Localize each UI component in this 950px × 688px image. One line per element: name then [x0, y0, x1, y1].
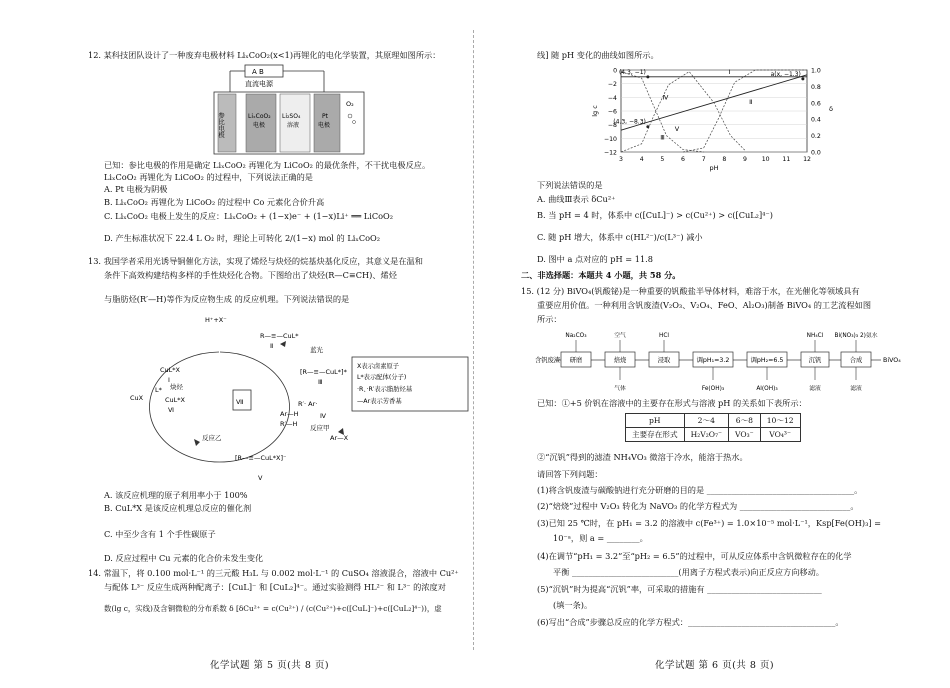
x-tick-label: 3	[619, 156, 623, 163]
x-tick-label: 7	[701, 156, 706, 163]
q15-line-1: 15. (12 分) BiVO₄(钒酸铋)是一种重要的钒酸盐半导体材料，难溶于水，在光催化等领域具有	[521, 286, 860, 296]
cu-complex-ii: R—≡—CuL*	[260, 332, 299, 340]
y-tick-label-left: −2	[607, 81, 617, 89]
curve-label: Ⅰ	[728, 68, 731, 77]
flow-input-label: 含钒废渣	[535, 357, 561, 364]
y-axis-label-left: lg c	[591, 105, 599, 117]
q12-stem: 12. 某科技团队设计了一种废弃电极材料 LiₓCoO₂(x<1)再锂化的电化学装置，其原理如图所示：	[88, 50, 441, 60]
q13-option-c: C. 中至少含有 1 个手性碳原子	[104, 529, 216, 539]
x-tick-label: 9	[743, 156, 747, 163]
ligand-label: L*	[155, 386, 162, 394]
q12-known1: 已知：参比电极的作用是确定 LiₓCoO₂ 再锂化为 LiCoO₂ 的最优条件，不干扰电极反应。	[104, 160, 431, 170]
table-cell: VO₄³⁻	[760, 428, 800, 442]
flow-step-label: 调pH₂=6.5	[750, 357, 784, 364]
o2-label: O₂	[346, 100, 354, 108]
curve-label: Ⅱ	[749, 98, 753, 107]
cu-complex-v: [R—≡—CuL*X]⁻	[235, 454, 287, 462]
flow-reagent-label: HCl	[658, 333, 670, 339]
annotation-label: (4.3, −1)	[618, 68, 646, 76]
table-cell: 10～12	[760, 414, 800, 428]
y-tick-label-right: 0.4	[811, 116, 821, 124]
flow-byproduct-label: 滤液	[850, 386, 862, 392]
flow-step-label: 合成	[849, 357, 863, 364]
flow-byproduct-label: 滤液	[809, 386, 821, 392]
arx-label: Ar—X	[330, 434, 349, 442]
q15-sub-5: (5)“沉钒”时为提高“沉钒”率，可采取的措施有 ____________________________	[537, 584, 822, 594]
y-tick-label-left: −10	[603, 135, 617, 143]
y-tick-label-left: −6	[607, 108, 617, 116]
electrolysis-apparatus	[210, 64, 370, 156]
y-tick-label-left: −12	[603, 149, 617, 157]
roman-i: Ⅰ	[168, 376, 170, 384]
q12-option-c: C. LiₓCoO₂ 电极上发生的反应：LiₓCoO₂ + (1−x)e⁻ + (1−x)Li⁺ ══ LiCoO₂	[104, 211, 394, 221]
legend-x: X表示卤素原子	[357, 363, 400, 370]
q15-sub-6: (6)写出“合成”步骤总反应的化学方程式：____________________________________。	[537, 617, 844, 627]
reaction-a-label: 反应甲	[310, 424, 330, 432]
section-2-heading: 二、非选择题：本题共 4 小题，共 58 分。	[521, 270, 681, 280]
q15-known-2: ②“沉钒”得到的滤渣 NH₄VO₃ 微溶于冷水，能溶于热水。	[537, 452, 748, 462]
li2so4-label: Li₂SO₄	[282, 113, 301, 120]
q12-option-b: B. LiₓCoO₂ 再锂化为 LiCoO₂ 的过程中 Co 元素化合价升高	[104, 197, 325, 207]
q13-stem-1: 13. 我国学者采用光诱导铜催化方法，实现了烯烃与炔烃的烷基炔基化反应，其意义是在温和	[88, 256, 423, 266]
cu-complex-vi-label: CuL*X	[165, 396, 185, 404]
y-tick-label-right: 0.0	[811, 149, 821, 157]
q14-option-c: C. 随 pH 增大，体系中 c(HL²⁻)/c(L³⁻) 减小	[537, 232, 703, 242]
mechanism-diagram	[130, 312, 475, 487]
table-cell: 6～8	[729, 414, 761, 428]
annotation-label: a(x, −1.3)	[770, 70, 801, 78]
table-row	[626, 428, 801, 442]
q13-option-b: B. CuL*X 是该反应机理总反应的催化剂	[104, 503, 252, 513]
reaction-b-label: 反应乙	[202, 434, 222, 442]
right-page	[475, 0, 950, 688]
q15-line-3: 所示：	[537, 314, 562, 324]
q13-option-a: A. 该反应机理的原子利用率小于 100%	[104, 490, 248, 500]
y-tick-label-right: 0.6	[811, 100, 821, 108]
roman-vi: Ⅵ	[168, 406, 174, 414]
x-tick-label: 4	[639, 156, 644, 163]
cu-complex-i: CuL*X	[160, 366, 180, 374]
li2so4-label-2: 溶液	[287, 122, 300, 129]
power-label: 直流电源	[245, 80, 273, 88]
table-cell: H₂V₂O₇⁻	[684, 428, 728, 442]
flow-output-label: BiVO₄	[883, 357, 901, 364]
annotation-point	[646, 75, 649, 78]
q14-ask: 下列说法错误的是	[537, 180, 603, 190]
cu-complex-iii: [R—≡—CuL*]*	[300, 368, 347, 376]
roman-iv: Ⅳ	[320, 412, 326, 420]
legend-ar: —Ar表示芳香基	[357, 398, 402, 405]
curve-label: Ⅲ	[660, 133, 665, 142]
licoo2-label-2: 电极	[253, 122, 266, 129]
flow-step-label: 沉钒	[808, 357, 822, 364]
q15-sub-4b: 平衡 __________________________(用离子方程式表示)向正反应方向移动。	[553, 567, 824, 577]
table-cell: VO₃⁻	[729, 428, 761, 442]
flow-step-label: 浸取	[657, 357, 671, 364]
arh-label: Ar—H	[280, 410, 299, 418]
distribution-chart	[585, 62, 850, 177]
pt-label: Pt	[322, 113, 328, 120]
q14-line-2: 与配体 L³⁻ 反应生成两种配离子：[CuL]⁻ 和 [CuL₂]⁴⁻。通过实验测得 HL²⁻ 和 L³⁻ 的浓度对	[104, 582, 446, 592]
roman-iii: Ⅲ	[318, 378, 323, 386]
flow-step-label: 调pH₁=3.2	[696, 357, 730, 364]
x-tick-label: 6	[681, 156, 685, 163]
q14-line-3: 数(lg c，实线)及含铜微粒的分布系数 δ [δCu²⁺ = c(Cu²⁺) / (c(Cu²⁺)+c([CuL]⁻)+c([CuL₂]⁴⁻))，虚	[104, 604, 442, 613]
footer-left: 化学试题 第 5 页(共 8 页)	[210, 660, 330, 671]
roman-vii: Ⅶ	[236, 398, 244, 406]
flow-reagent-label: Na₂CO₃	[565, 333, 587, 339]
q12-known2: LiₓCoO₂ 再锂化为 LiCoO₂ 的过程中，下列说法正确的是	[104, 172, 313, 182]
q15-line-2: 重要应用价值。一种利用含钒废渣(V₂O₃、V₂O₄、FeO、Al₂O₃)制备 BiVO₄ 的工艺流程如图	[537, 300, 872, 310]
q14-option-b: B. 当 pH = 4 时，体系中 c([CuL]⁻) > c(Cu²⁺) > c([CuL₂]⁴⁻)	[537, 210, 773, 220]
roman-v: Ⅴ	[258, 474, 263, 482]
q12-option-a: A. Pt 电极为阴极	[104, 184, 168, 194]
cux-label: CuX	[130, 394, 144, 402]
q13-stem-2: 条件下高效构建结构多样的手性炔烃化合物。下图给出了炔烃(R—C≡CH)、烯烃	[104, 270, 397, 280]
q15-ask: 请回答下列问题：	[537, 469, 603, 479]
q15-sub-3b: 10⁻ᵃ，则 a = ________。	[553, 533, 648, 543]
annotation-point	[646, 125, 649, 128]
flow-step-label: 研磨	[569, 357, 583, 364]
flow-byproduct-label: Fe(OH)₃	[701, 386, 725, 392]
q15-sub-4: (4)在调节“pH₁ = 3.2”至“pH₂ = 6.5”的过程中，可从反应体系中含钒微粒存在的化学	[537, 551, 852, 561]
flow-byproduct-label: 气体	[614, 386, 626, 392]
q13-stem-3: 与脂肪烃(R′—H)等作为反应物生成 的反应机理。下列说法错误的是	[104, 294, 350, 304]
footer-right: 化学试题 第 6 页(共 8 页)	[655, 660, 775, 671]
x-tick-label: 12	[803, 156, 811, 163]
annotation-point	[801, 77, 804, 80]
x-tick-label: 11	[782, 156, 791, 163]
flow-byproduct-label: Al(OH)₃	[756, 386, 778, 392]
r-radical-ar: R′· Ar·	[298, 400, 318, 408]
power-box	[245, 65, 283, 77]
x-tick-label: 5	[660, 156, 665, 163]
legend-r: ·R、·R′表示脂肪烃基	[357, 386, 413, 393]
pt-label-2: 电极	[318, 122, 331, 129]
table-cell: 主要存在形式	[626, 428, 685, 442]
r-h-label: R′—H	[280, 420, 298, 428]
annotation-label: (4.3, −8.3)	[613, 118, 646, 126]
process-flowchart	[535, 328, 901, 396]
y-tick-label-right: 1.0	[811, 67, 821, 75]
q13-option-d: D. 反应过程中 Cu 元素的化合价未发生变化	[104, 553, 264, 563]
y-tick-label-right: 0.8	[811, 83, 821, 91]
curve-label: Ⅳ	[662, 93, 669, 102]
x-axis-label: pH	[709, 164, 719, 172]
q14-option-d: D. 图中 a 点对应的 pH = 11.8	[537, 254, 653, 264]
blue-light-label: 蓝光	[310, 346, 323, 354]
q15-sub-3: (3)已知 25 ℃时，在 pH₁ = 3.2 的溶液中 c(Fe³⁺) = 1.0×10⁻⁵ mol·L⁻¹，Ksp[Fe(OH)₃] =	[537, 518, 882, 528]
vanadium-species-table	[625, 413, 801, 442]
y-axis-label-right: δ	[829, 105, 833, 113]
licoo2-label: LiₓCoO₂	[248, 113, 271, 120]
table-row-header	[626, 414, 801, 428]
flow-reagent-label: Bi(NO₃)₃ 2)氨水	[834, 333, 878, 339]
flow-step-label: 焙烧	[613, 357, 627, 364]
q14-line-1: 14. 常温下，将 0.100 mol·L⁻¹ 的三元酸 H₃L 与 0.002 mol·L⁻¹ 的 CuSO₄ 溶液混合，溶液中 Cu²⁺	[88, 568, 459, 578]
y-tick-label-right: 0.2	[811, 133, 821, 141]
y-tick-label-left: −8	[607, 122, 617, 130]
q15-sub-2: (2)“焙烧”过程中 V₂O₃ 转化为 NaVO₃ 的化学方程式为 ___________________________。	[537, 501, 859, 511]
flow-reagent-label: 空气	[614, 333, 626, 339]
y-tick-label-left: −4	[607, 94, 617, 102]
q14-option-a: A. 曲线Ⅲ表示 δCu²⁺	[537, 194, 616, 204]
hx-label: H⁺+X⁻	[205, 316, 227, 324]
table-cell: 2～4	[684, 414, 728, 428]
alkyne-label: 炔烃	[170, 383, 183, 391]
x-tick-label: 10	[761, 156, 770, 163]
power-terminals: A B	[252, 68, 264, 76]
legend-l: L*表示配体(分子)	[357, 374, 407, 381]
q14-line-4: 线] 随 pH 变化的曲线如图所示。	[537, 50, 659, 60]
q15-sub-1: (1)将含钒废渣与碳酸钠进行充分研磨的目的是 ____________________________________。	[537, 485, 863, 495]
q15-known-1: 已知：①+5 价钒在溶液中的主要存在形式与溶液 pH 的关系如下表所示：	[537, 398, 807, 408]
x-tick-label: 8	[722, 156, 727, 163]
roman-ii: Ⅱ	[270, 342, 274, 350]
ref-electrode-label: 参比电极	[217, 112, 225, 138]
q15-sub-5b: (填一条)。	[553, 600, 593, 610]
flow-reagent-label: NH₄Cl	[806, 333, 824, 339]
q12-option-d: D. 产生标准状况下 22.4 L O₂ 时，理论上可转化 2/(1−x) mol 的 LiₓCoO₂	[104, 233, 381, 243]
curve-label: Ⅴ	[674, 124, 680, 133]
table-cell: pH	[626, 414, 685, 428]
y-tick-label-left: 0	[613, 67, 617, 75]
